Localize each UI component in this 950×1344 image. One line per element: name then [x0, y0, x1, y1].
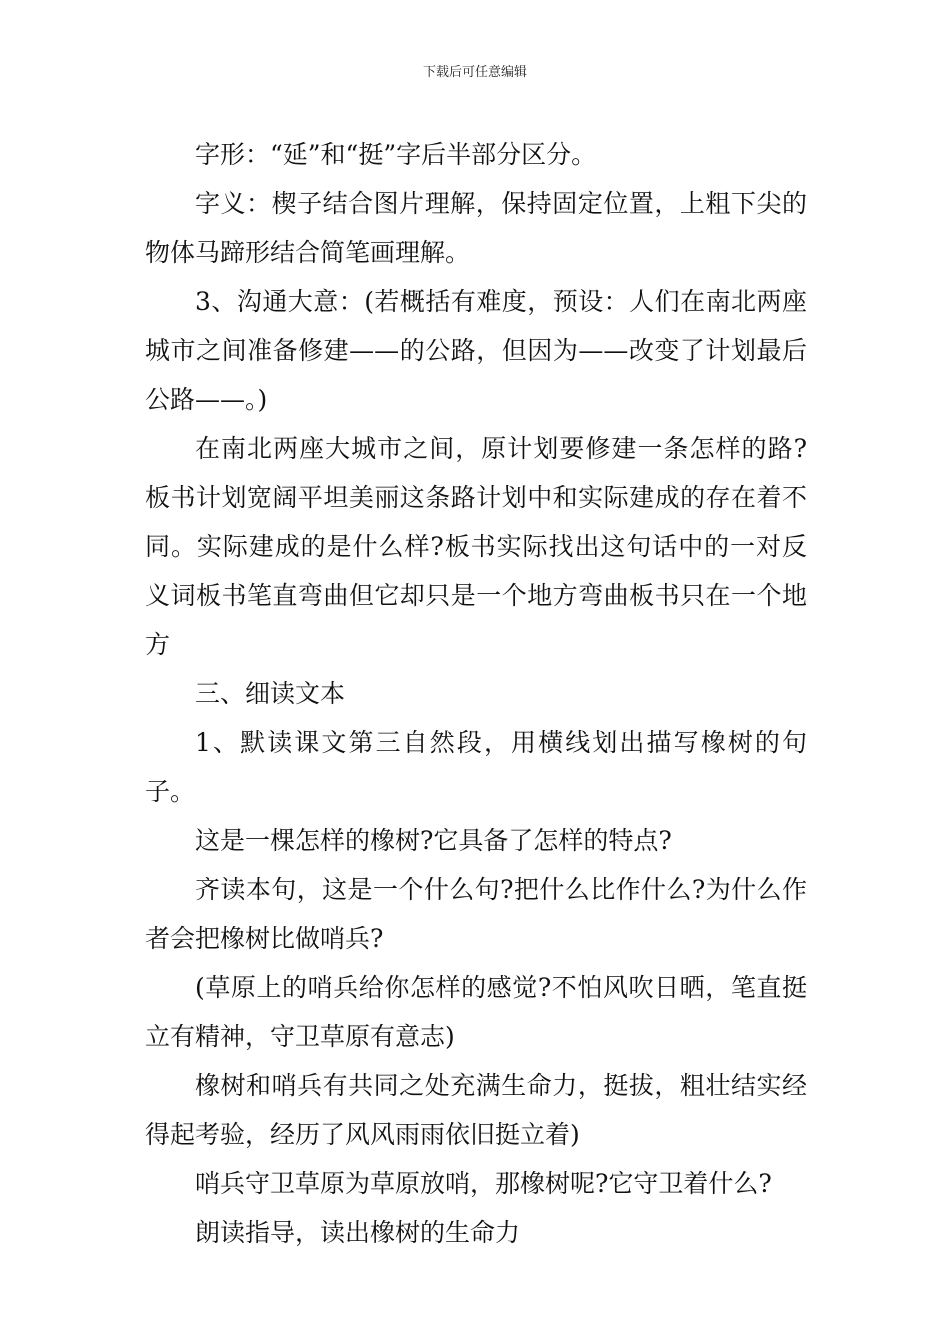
- paragraph-main-idea: 3、沟通大意：(若概括有难度，预设：人们在南北两座城市之间准备修建——的公路，但因为——改变了计划最后公路——。): [145, 287, 807, 414]
- paragraph-oak-sentinel-common: 橡树和哨兵有共同之处充满生命力，挺拔，粗壮结实经得起考验，经历了风风雨雨依旧挺立着): [145, 1071, 807, 1149]
- paragraph-sentinel-feeling: (草原上的哨兵给你怎样的感觉?不怕风吹日晒，笔直挺立有精神，守卫草原有意志): [145, 973, 807, 1051]
- paragraph-choral-reading: 齐读本句，这是一个什么句?把什么比作什么?为什么作者会把橡树比做哨兵?: [145, 875, 807, 953]
- paragraph-guarding: 哨兵守卫草原为草原放哨，那橡树呢?它守卫着什么?: [195, 1169, 772, 1198]
- page-header: 下载后可任意编辑: [422, 65, 527, 80]
- section-heading: 三、细读文本: [195, 679, 346, 708]
- paragraph-reading-guide: 朗读指导，读出橡树的生命力: [195, 1218, 521, 1247]
- document-body: [145, 130, 807, 1257]
- paragraph-road-plan: 在南北两座大城市之间，原计划要修建一条怎样的路?板书计划宽阔平坦美丽这条路计划中和实际建成的存在着不同。实际建成的是什么样?板书实际找出这句话中的一对反义词板书笔直弯曲但它却只是一个地方弯曲板书只在一个地方: [145, 434, 807, 659]
- paragraph-oak-question: 这是一棵怎样的橡树?它具备了怎样的特点?: [195, 826, 672, 855]
- paragraph-glyph-form: 字形：“延”和“挺”字后半部分区分。: [195, 140, 597, 169]
- paragraph-word-meaning: 字义：楔子结合图片理解，保持固定位置，上粗下尖的物体马蹄形结合简笔画理解。: [145, 189, 807, 267]
- paragraph-silent-reading: 1、默读课文第三自然段，用横线划出描写橡树的句子。: [145, 728, 807, 806]
